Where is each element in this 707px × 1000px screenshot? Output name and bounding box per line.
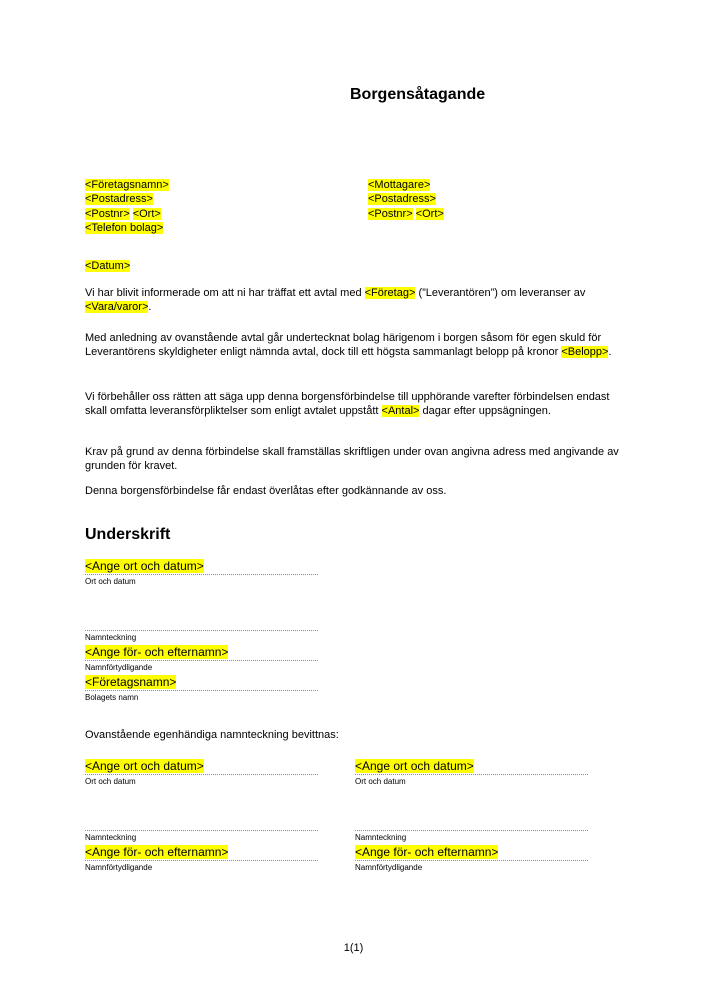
sender-address-block bbox=[85, 178, 169, 235]
paragraph-guarantee-amount bbox=[85, 331, 627, 360]
placeholder-field[interactable]: <Ange ort och datum> bbox=[85, 759, 204, 773]
field-label: Ort och datum bbox=[85, 777, 136, 786]
placeholder bbox=[85, 759, 318, 774]
recipient-zip-city-line bbox=[368, 207, 444, 221]
placeholder-field[interactable]: <Ange för- och efternamn> bbox=[85, 645, 229, 659]
signature-section-heading: Underskrift bbox=[85, 526, 171, 543]
paragraph-termination bbox=[85, 390, 627, 419]
placeholder-field[interactable]: <Telefon bolag> bbox=[85, 221, 164, 234]
witness2-field-namnfortydligande bbox=[355, 845, 588, 872]
page-number: 1(1) bbox=[343, 942, 364, 954]
placeholder bbox=[85, 559, 318, 574]
placeholder-field[interactable]: <Datum> bbox=[85, 260, 131, 272]
placeholder-field[interactable]: <Ange ort och datum> bbox=[355, 759, 474, 773]
placeholder bbox=[355, 759, 588, 774]
field-label: Namnförtydligande bbox=[85, 663, 153, 672]
signature-field-namnfortydligande bbox=[85, 645, 318, 672]
recipient-street-line bbox=[368, 192, 444, 206]
text-segment: (”Leverantören”) om leveranser av bbox=[415, 287, 586, 299]
signature-field-bolagets-namn bbox=[85, 675, 318, 702]
witness1-field-namnteckning bbox=[85, 830, 318, 842]
field-label: Namnteckning bbox=[85, 633, 137, 642]
placeholder-field[interactable]: <Ange för- och efternamn> bbox=[355, 845, 499, 859]
field-label: Namnförtydligande bbox=[85, 863, 153, 872]
signature-field-ort-och-datum bbox=[85, 559, 318, 586]
placeholder-field[interactable]: <Postadress> bbox=[368, 193, 436, 206]
placeholder-field[interactable]: <Företagsnamn> bbox=[85, 675, 177, 689]
field-label: Namnteckning bbox=[85, 833, 137, 842]
text-segment: Vi har blivit informerade om att ni har träffat ett avtal med bbox=[85, 287, 365, 299]
witness2-field-ort-och-datum bbox=[355, 759, 588, 786]
paragraph-transfer: Denna borgensförbindelse får endast överlåtas efter godkännande av oss. bbox=[85, 485, 447, 497]
placeholder bbox=[355, 845, 588, 860]
date-line bbox=[85, 259, 130, 273]
placeholder-field[interactable]: <Ort> bbox=[132, 207, 161, 220]
text-segment: dagar efter uppsägningen. bbox=[419, 405, 551, 418]
placeholder-field[interactable]: <Postnr> bbox=[85, 207, 130, 220]
field-label: Ort och datum bbox=[355, 777, 406, 786]
placeholder-field[interactable]: <Ange för- och efternamn> bbox=[85, 845, 229, 859]
paragraph-claims: Krav på grund av denna förbindelse skall framställas skriftligen under ovan angivna adress med angivande av grunden för kravet. bbox=[85, 446, 619, 473]
placeholder-field[interactable]: <Belopp> bbox=[561, 346, 609, 359]
recipient-name-line bbox=[368, 178, 444, 192]
placeholder-field[interactable]: <Vara/varor> bbox=[85, 301, 149, 314]
field-label: Namnförtydligande bbox=[355, 863, 423, 872]
placeholder-field[interactable]: <Postnr> bbox=[368, 207, 413, 220]
witness-intro: Ovanstående egenhändiga namnteckning bevittnas: bbox=[85, 729, 339, 741]
text-segment: Vi förbehåller oss rätten att säga upp denna borgensförbindelse till upphörande varefter förbindelsen endast skall omfatta leveransförpliktelser som enligt avtalet uppstått bbox=[85, 391, 610, 418]
witness1-field-ort-och-datum bbox=[85, 759, 318, 786]
placeholder bbox=[85, 645, 318, 660]
text-segment: Med anledning av ovanstående avtal går undertecknat bolag härigenom i borgen såsom för egen skuld för Leverantörens skyldigheter enligt nämnda avtal, dock till ett högsta sammanlagt belopp på kronor bbox=[85, 332, 602, 359]
placeholder-field[interactable]: <Ort> bbox=[415, 207, 444, 220]
placeholder-field[interactable]: <Mottagare> bbox=[368, 179, 431, 191]
sender-zip-city-line bbox=[85, 207, 169, 221]
field-label: Ort och datum bbox=[85, 577, 136, 586]
placeholder-field[interactable]: <Ange ort och datum> bbox=[85, 559, 204, 573]
placeholder-field[interactable]: <Postadress> bbox=[85, 193, 153, 206]
recipient-address-block bbox=[368, 178, 444, 221]
placeholder-field[interactable]: <Antal> bbox=[381, 405, 420, 418]
placeholder-field[interactable]: <Företagsnamn> bbox=[85, 179, 169, 191]
text-segment: . bbox=[148, 301, 152, 314]
signature-field-namnteckning bbox=[85, 630, 318, 642]
document-title: Borgensåtagande bbox=[350, 86, 486, 103]
witness2-field-namnteckning bbox=[355, 830, 588, 842]
text-segment: . bbox=[608, 346, 612, 359]
sender-street-line bbox=[85, 192, 169, 206]
placeholder-field[interactable]: <Företag> bbox=[364, 287, 416, 299]
field-label: Namnteckning bbox=[355, 833, 407, 842]
witness1-field-namnfortydligande bbox=[85, 845, 318, 872]
sender-phone-line bbox=[85, 221, 169, 235]
sender-company-line bbox=[85, 178, 169, 192]
field-label: Bolagets namn bbox=[85, 693, 139, 702]
placeholder bbox=[85, 845, 318, 860]
placeholder bbox=[85, 675, 318, 690]
paragraph-agreement-info bbox=[85, 286, 627, 315]
